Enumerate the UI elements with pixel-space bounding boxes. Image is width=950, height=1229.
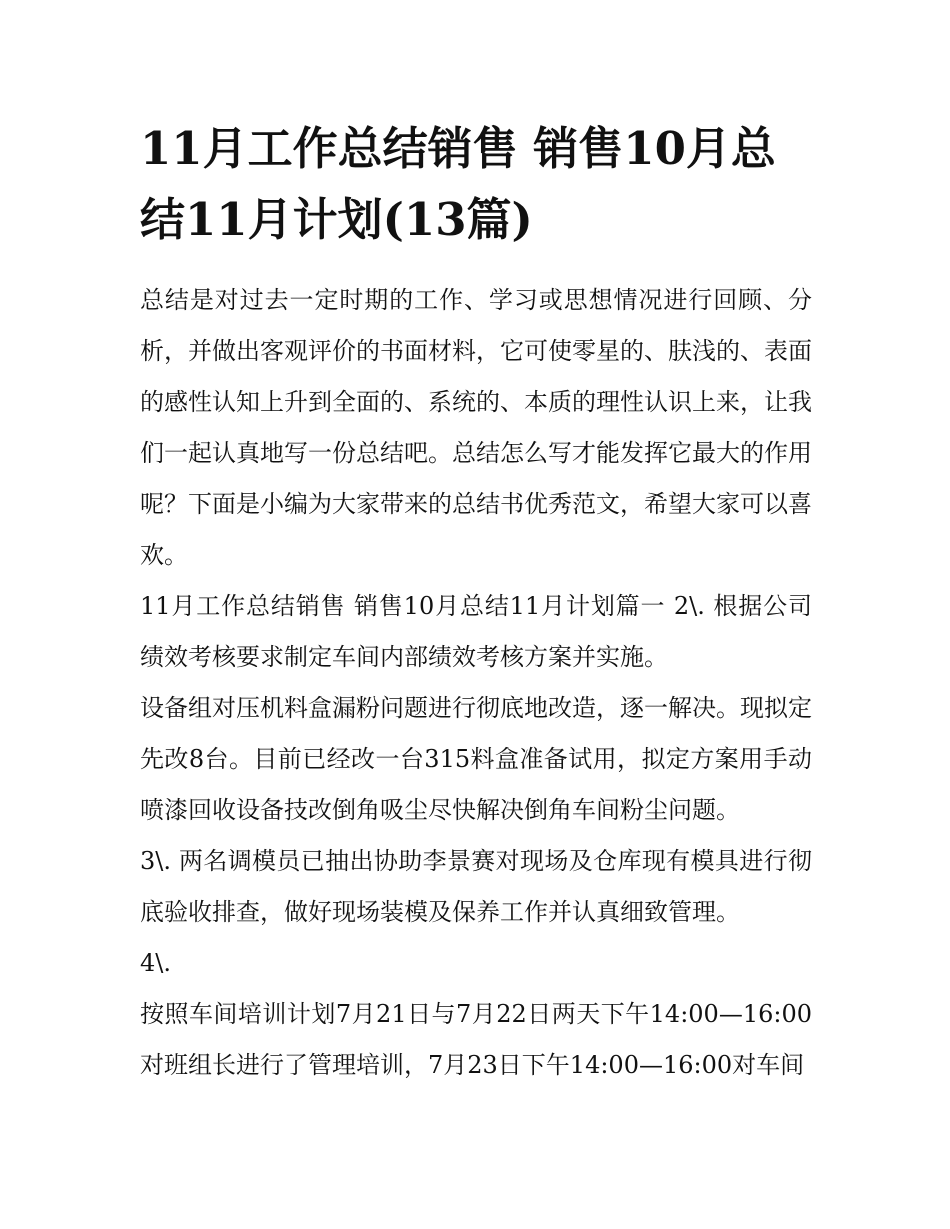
item-4-paragraph: 4\. xyxy=(140,949,171,977)
intro-paragraph: 总结是对过去一定时期的工作、学习或思想情况进行回顾、分析，并做出客观评价的书面材料，它可使零星的、肤浅的、表面的感性认知上升到全面的、系统的、本质的理性认识上来，让我们一起认真地写一份总结吧。总结怎么写才能发挥它最大的作用呢？下面是小编为大家带来的总结书优秀范文，希望大家可以喜欢。 xyxy=(140,286,812,569)
training-paragraph: 按照车间培训计划7月21日与7月22日两天下午14:00—16:00对班组长进行了管理培训，7月23日下午14:00—16:00对车间 xyxy=(140,1000,812,1079)
equipment-paragraph: 设备组对压机料盒漏粉问题进行彻底地改造，逐一解决。现拟定先改8台。目前已经改一台315料盒准备试用，拟定方案用手动喷漆回收设备技改倒角吸尘尽快解决倒角车间粉尘问题。 xyxy=(140,694,812,824)
document-body xyxy=(140,275,812,1091)
document-title: 11月工作总结销售 销售10月总结11月计划(13篇) xyxy=(140,122,776,246)
mold-paragraph: 3\. 两名调模员已抽出协助李景赛对现场及仓库现有模具进行彻底验收排查，做好现场装模及保养工作并认真细致管理。 xyxy=(140,847,812,926)
section-heading-paragraph: 11月工作总结销售 销售10月总结11月计划篇一 2\. 根据公司绩效考核要求制定车间内部绩效考核方案并实施。 xyxy=(140,592,812,671)
